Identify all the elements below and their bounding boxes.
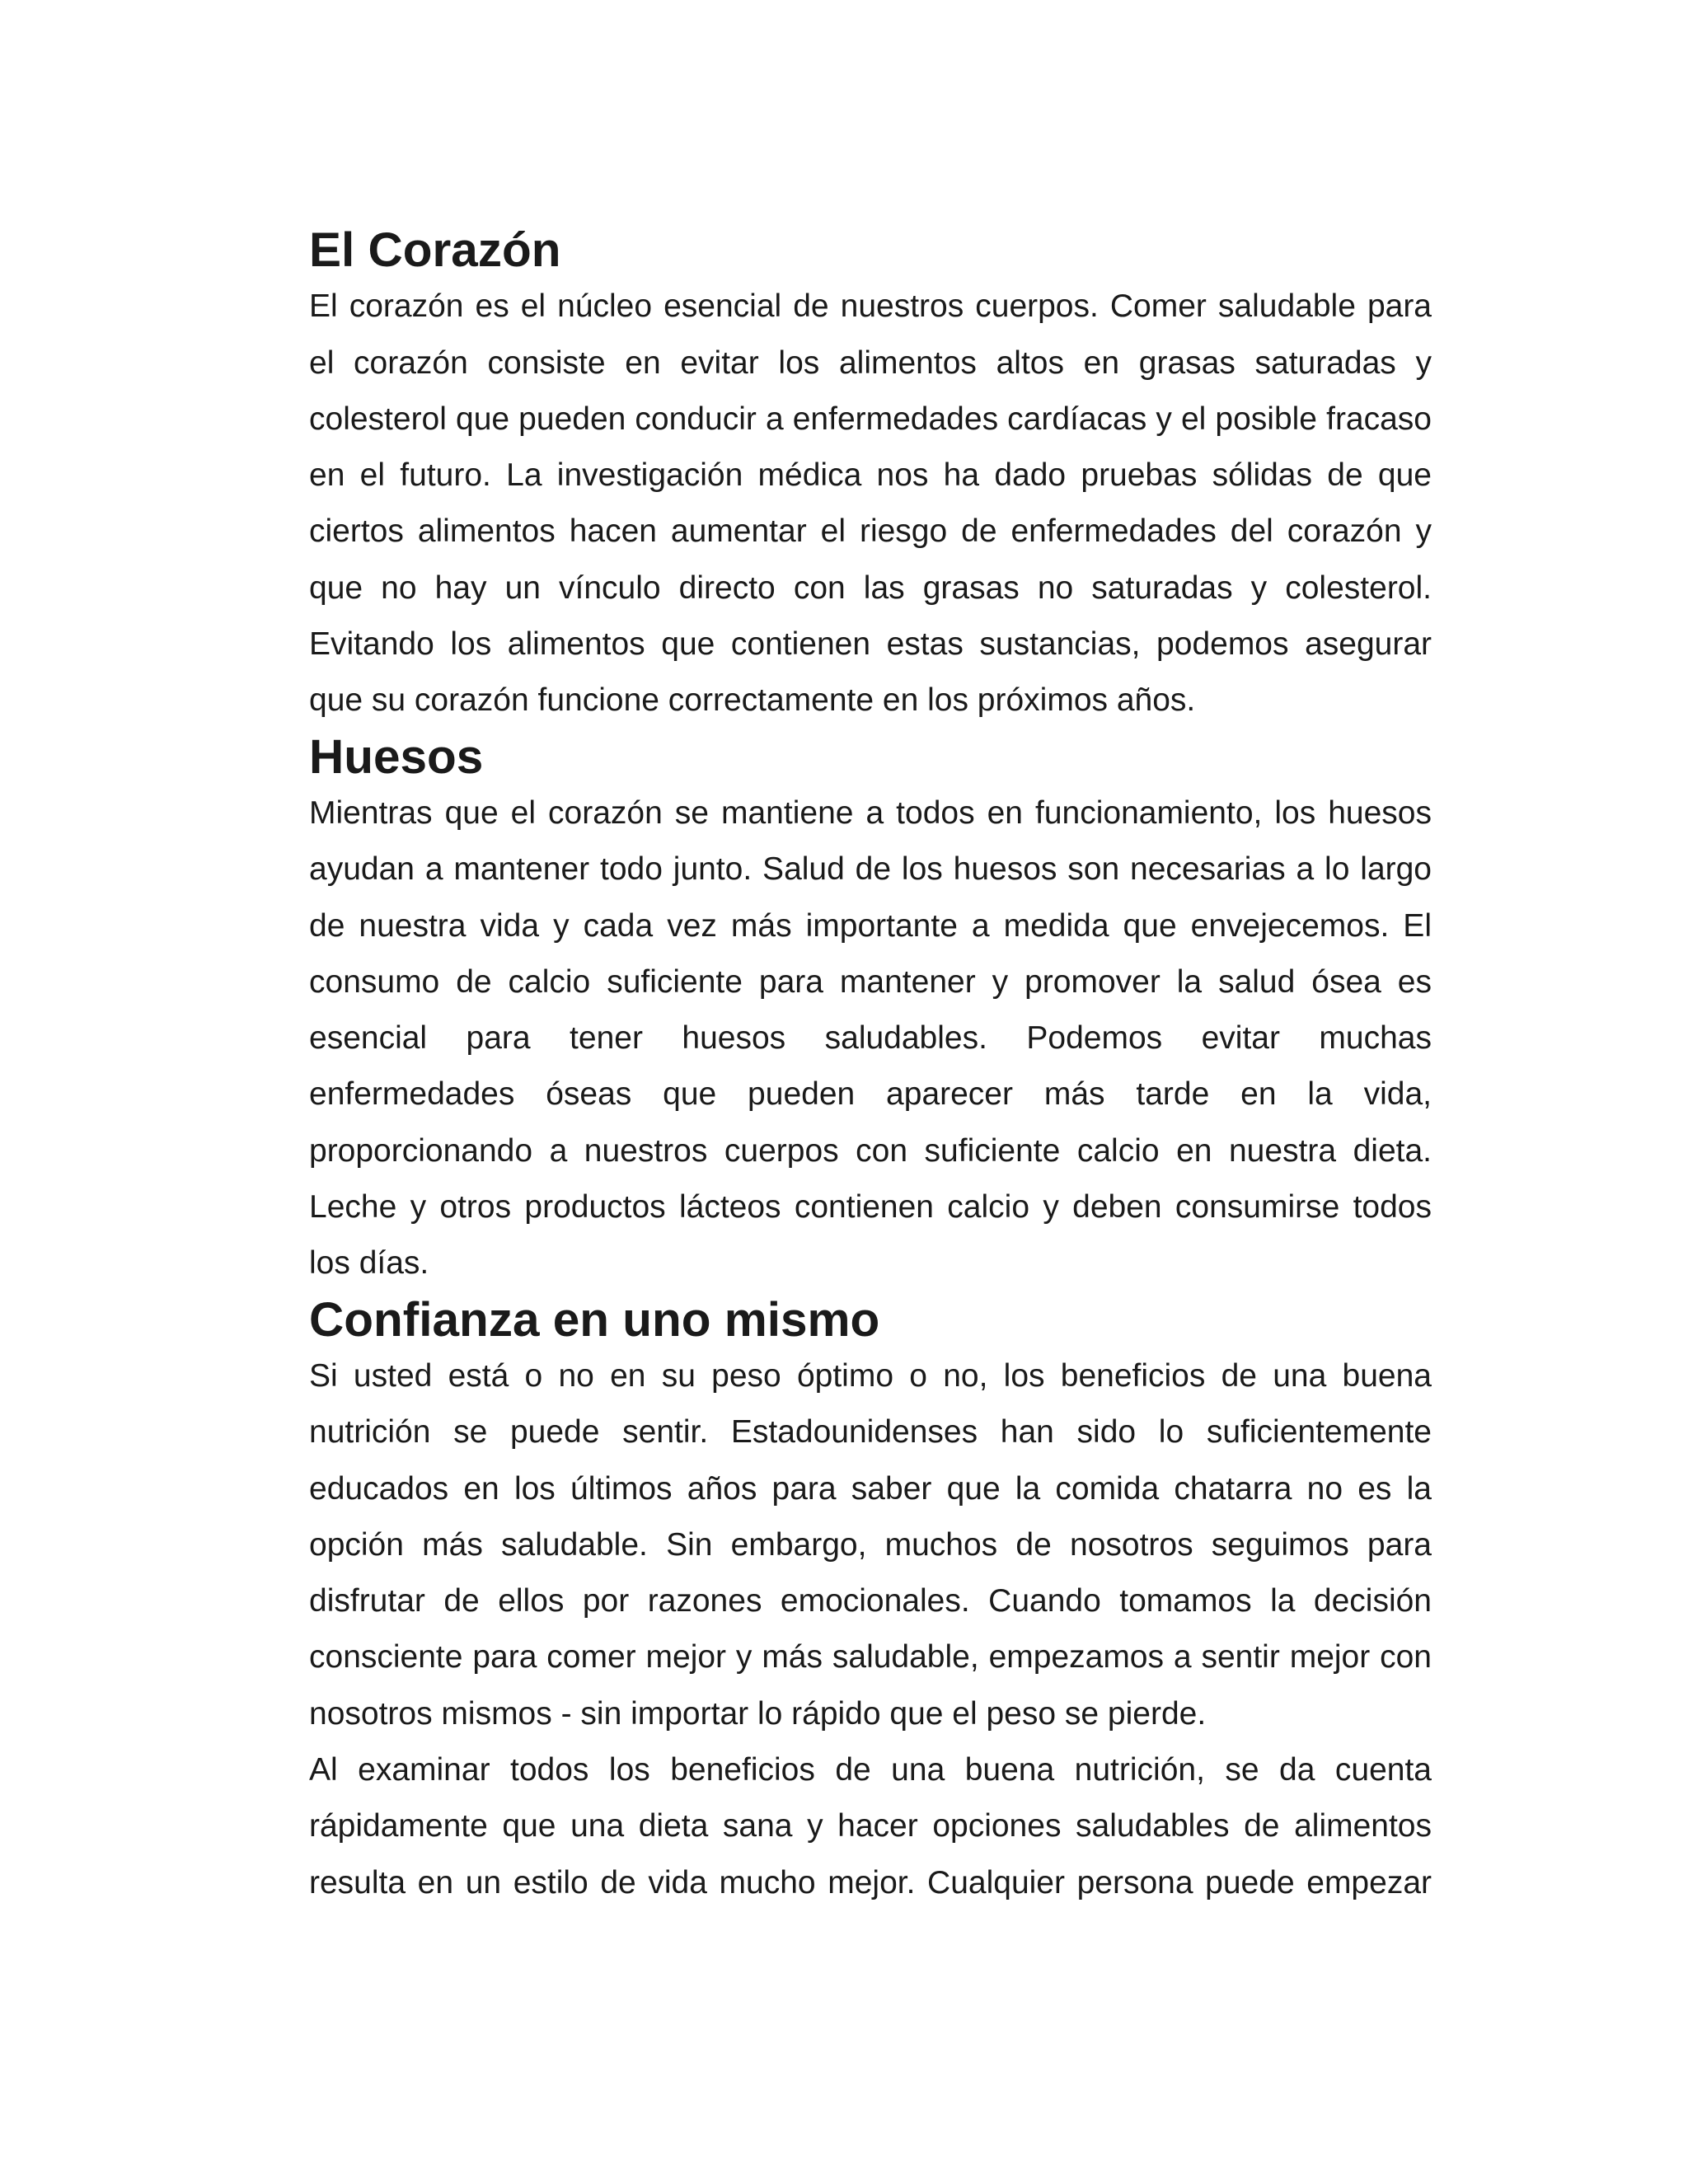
paragraph: Mientras que el corazón se mantiene a todos en funcionamiento, los huesos ayudan a mantener todo junto. Salud de los huesos son necesarias a lo largo de nuestra vida y cada vez más importante a medida que envejecemos. El consumo de calcio suficiente para mantener y promover la salud ósea es esencial para tener huesos saludables. Podemos evitar muchas enfermedades óseas que pueden aparecer más tarde en la vida, proporcionando a nuestros cuerpos con suficiente calcio en nuestra dieta. Leche y otros productos lácteos contienen calcio y deben consumirse todos los días. [309,794,1432,1282]
section-el-corazon [309,223,1432,729]
section-confianza [309,1292,1432,1911]
section-heading: Confianza en uno mismo [309,1292,880,1347]
paragraph: El corazón es el núcleo esencial de nuestros cuerpos. Comer saludable para el corazón consiste en evitar los alimentos altos en grasas saturadas y colesterol que pueden conducir a enfermedades cardíacas y el posible fracaso en el futuro. La investigación médica nos ha dado pruebas sólidas de que ciertos alimentos hacen aumentar el riesgo de enfermedades del corazón y que no hay un vínculo directo con las grasas no saturadas y colesterol. Evitando los alimentos que contienen estas sustancias, podemos asegurar que su corazón funcione correctamente en los próximos años. [309,288,1432,719]
section-heading: El Corazón [309,223,561,277]
section-heading: Huesos [309,729,484,784]
paragraph: Al examinar todos los beneficios de una buena nutrición, se da cuenta rápidamente que una dieta sana y hacer opciones saludables de alimentos resulta en un estilo de vida mucho mejor. Cualquier persona puede empezar [309,1752,1432,1900]
section-huesos [309,729,1432,1292]
document-page [309,223,1432,1911]
paragraph: Si usted está o no en su peso óptimo o no, los beneficios de una buena nutrición se puede sentir. Estadounidenses han sido lo suficientemente educados en los últimos años para saber que la comida chatarra no es la opción más saludable. Sin embargo, muchos de nosotros seguimos para disfrutar de ellos por razones emocionales. Cuando tomamos la decisión consciente para comer mejor y más saludable, empezamos a sentir mejor con nosotros mismos - sin importar lo rápido que el peso se pierde. [309,1357,1432,1732]
